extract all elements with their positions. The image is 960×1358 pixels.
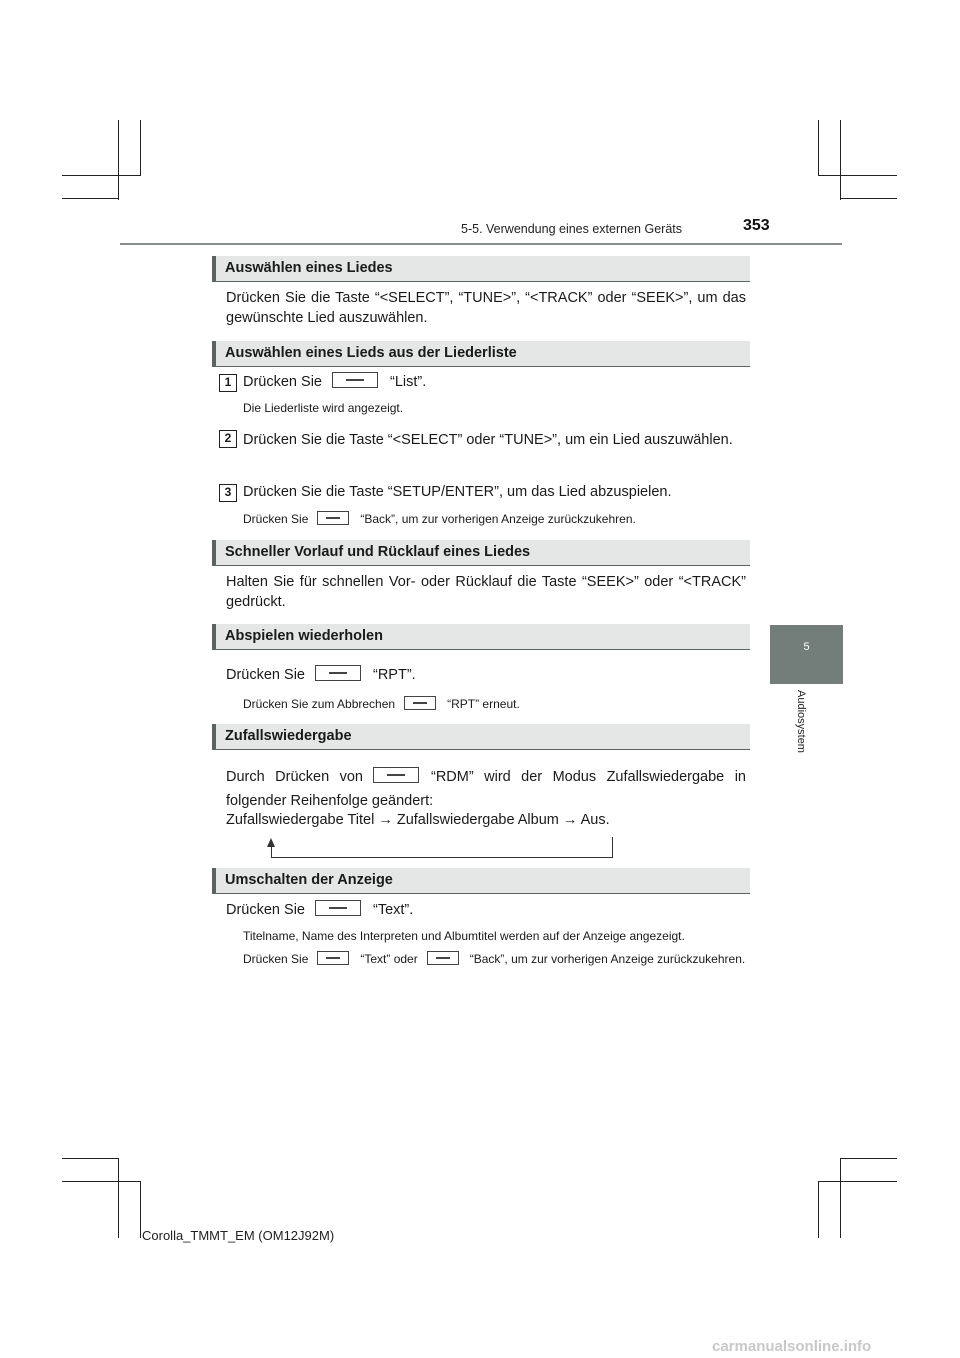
watermark: carmanualsonline.info xyxy=(712,1338,872,1355)
note: Titelname, Name des Interpreten und Albumtitel werden auf der Anzeige angezeigt. xyxy=(243,929,685,943)
cycle-line xyxy=(612,837,613,858)
crop-mark xyxy=(818,1182,819,1238)
cycle-line xyxy=(271,857,613,858)
crop-mark xyxy=(62,175,141,176)
crop-mark xyxy=(118,120,119,200)
header-rule xyxy=(120,243,842,245)
text-post: “RDM” wird der Modus Zufallswiedergabe in folgender Reihenfolge geändert: xyxy=(226,769,746,809)
section-heading xyxy=(212,540,750,566)
paragraph xyxy=(226,900,746,920)
section-title: Auswählen eines Liedes xyxy=(225,260,393,276)
crop-mark xyxy=(62,1181,141,1182)
crop-mark xyxy=(62,198,119,199)
text-pre: Durch Drücken von xyxy=(226,769,363,785)
step-text-post: “List”. xyxy=(389,374,427,390)
step-note: Die Liederliste wird angezeigt. xyxy=(243,401,404,415)
crop-mark xyxy=(840,1158,897,1159)
note-post: “Back”, um zur vorherigen Anzeige zurückzukehren. xyxy=(360,512,636,526)
chapter-label: Audiosystem xyxy=(795,690,807,753)
button-icon xyxy=(332,372,378,388)
crop-mark xyxy=(818,1181,897,1182)
section-header: 5-5. Verwendung eines externen Geräts xyxy=(461,222,682,236)
button-icon xyxy=(404,696,436,710)
step-note xyxy=(243,509,746,529)
section-heading xyxy=(212,624,750,650)
text-post: “Text”. xyxy=(372,902,414,918)
chapter-tab xyxy=(770,625,843,684)
crop-mark xyxy=(818,120,819,176)
note xyxy=(243,949,746,969)
text-post: “RPT”. xyxy=(372,667,416,683)
note-post: “Back”, um zur vorherigen Anzeige zurückzukehren. xyxy=(469,952,746,966)
note-pre: Drücken Sie xyxy=(243,952,309,966)
crop-mark xyxy=(140,120,141,176)
section-title: Umschalten der Anzeige xyxy=(225,872,393,888)
note-pre: Drücken Sie xyxy=(243,512,309,526)
button-icon xyxy=(427,951,459,965)
paragraph: Halten Sie für schnellen Vor- oder Rücklauf die Taste “SEEK>” oder “<TRACK” gedrückt. xyxy=(226,574,746,610)
step-text: Drücken Sie die Taste “SETUP/ENTER”, um das Lied abzuspielen. xyxy=(243,484,672,500)
crop-mark xyxy=(840,1158,841,1238)
document-footer: Corolla_TMMT_EM (OM12J92M) xyxy=(142,1228,335,1243)
step-number: 2 xyxy=(219,430,237,448)
text-pre: Drücken Sie xyxy=(226,667,305,683)
step-number: 1 xyxy=(219,374,237,392)
page-number: 353 xyxy=(743,217,770,234)
chapter-number: 5 xyxy=(803,641,810,653)
arrow-head-icon xyxy=(267,838,275,847)
note-pre: Drücken Sie zum Abbrechen xyxy=(243,697,396,711)
section-title: Abspielen wiederholen xyxy=(225,628,383,644)
crop-mark xyxy=(140,1182,141,1238)
button-icon xyxy=(315,665,361,681)
button-icon xyxy=(317,511,349,525)
section-heading xyxy=(212,868,750,894)
crop-mark xyxy=(840,198,897,199)
note-post: “RPT” erneut. xyxy=(447,697,520,711)
section-heading xyxy=(212,341,750,367)
crop-mark xyxy=(840,120,841,200)
text-pre: Drücken Sie xyxy=(226,902,305,918)
section-title: Auswählen eines Lieds aus der Liederliste xyxy=(225,345,517,361)
button-icon xyxy=(317,951,349,965)
paragraph xyxy=(226,765,746,813)
step-number: 3 xyxy=(219,484,237,502)
section-heading xyxy=(212,256,750,282)
sequence-text: Zufallswiedergabe Titel → Zufallswiedergabe Album → Aus. xyxy=(226,812,610,828)
button-icon xyxy=(373,767,419,783)
note xyxy=(243,694,746,714)
section-heading xyxy=(212,724,750,750)
button-icon xyxy=(315,900,361,916)
crop-mark xyxy=(62,1158,119,1159)
step-text-pre: Drücken Sie xyxy=(243,374,322,390)
step-text xyxy=(243,372,746,392)
section-title: Schneller Vorlauf und Rücklauf eines Liedes xyxy=(225,544,531,560)
paragraph xyxy=(226,665,746,685)
crop-mark xyxy=(818,175,897,176)
step-text: Drücken Sie die Taste “<SELECT” oder “TUNE>”, um ein Lied auszuwählen. xyxy=(243,432,733,448)
section-title: Zufallswiedergabe xyxy=(225,728,352,744)
note-mid: “Text” oder xyxy=(360,952,418,966)
crop-mark xyxy=(118,1158,119,1238)
paragraph: Drücken Sie die Taste “<SELECT”, “TUNE>”, “<TRACK” oder “SEEK>”, um das gewünschte Lied auszuwählen. xyxy=(226,290,746,326)
